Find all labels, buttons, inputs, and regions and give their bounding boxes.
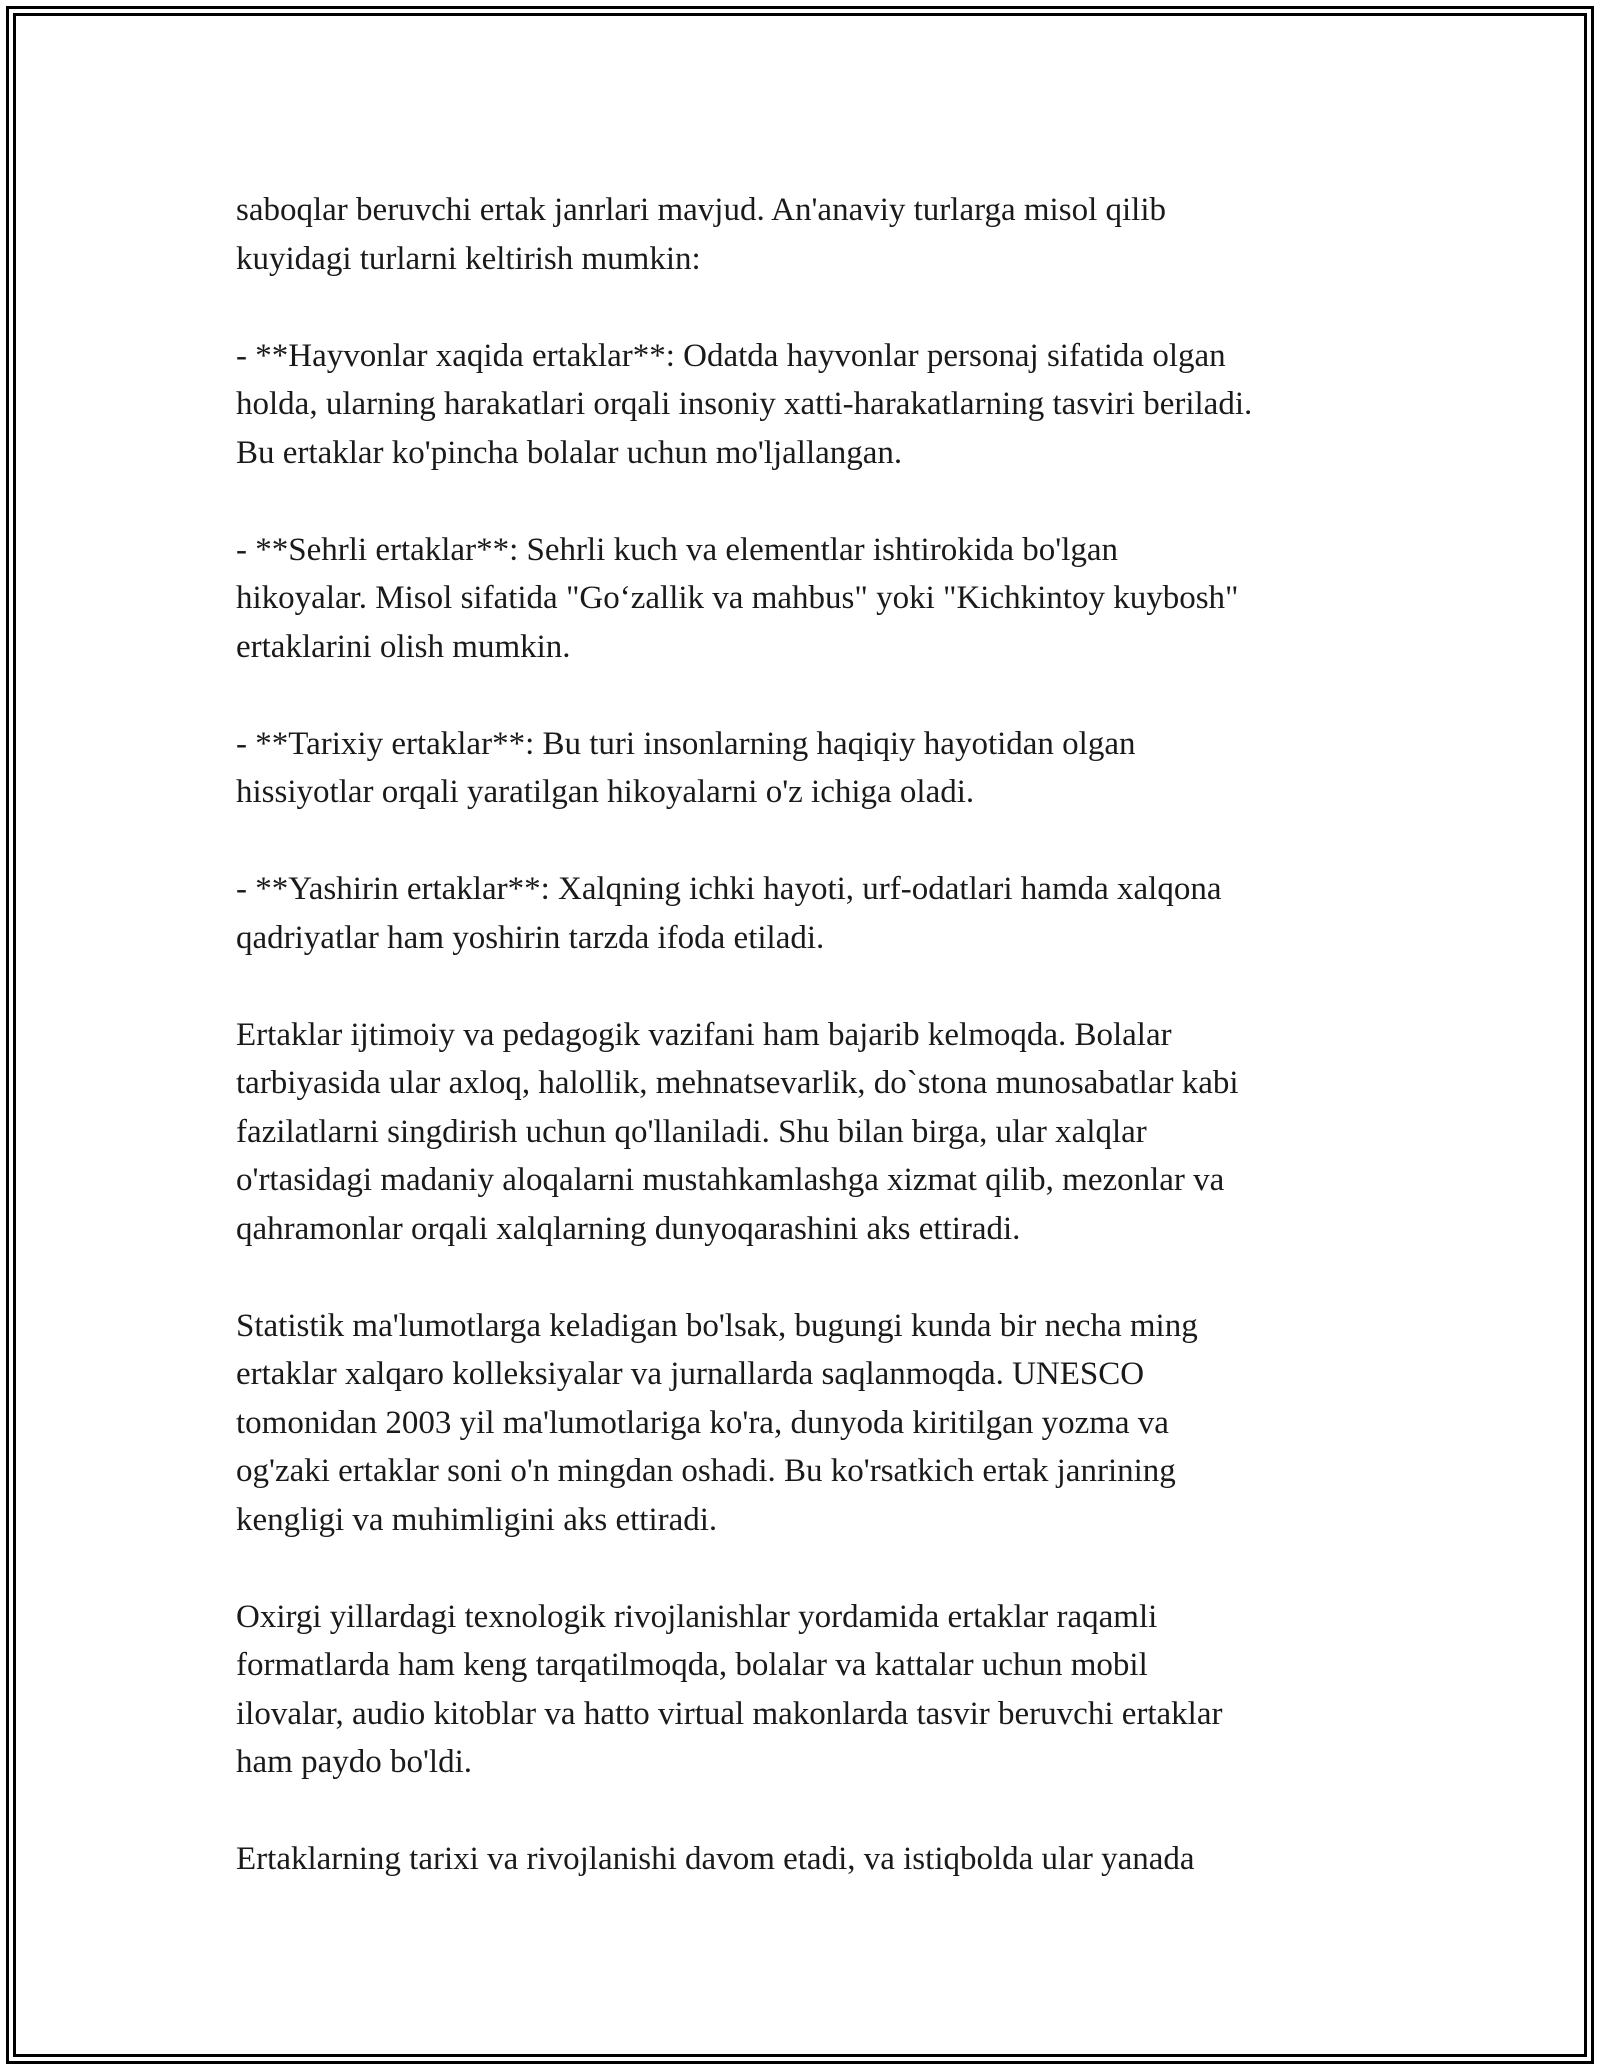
paragraph-hidden-tales: - **Yashirin ertaklar**: Xalqning ichki hayoti, urf-odatlari hamda xalqona qadriyatlar ham yoshirin tarzda ifoda etiladi.	[236, 871, 1222, 956]
paragraph-intro-continuation: saboqlar beruvchi ertak janrlari mavjud. An'anaviy turlarga misol qilib kuyidagi turlarni keltirish mumkin:	[236, 192, 1166, 277]
paragraph-magic-tales: - **Sehrli ertaklar**: Sehrli kuch va elementlar ishtirokida bo'lgan hikoyalar. Misol sifatida "Go‘zallik va mahbus" yoki "Kichkintoy kuybosh" ertaklarini olish mumkin.	[236, 531, 1239, 665]
paragraph-future: Ertaklarning tarixi va rivojlanishi davom etadi, va istiqbolda ular yanada	[236, 1841, 1195, 1877]
paragraph-animal-tales: - **Hayvonlar xaqida ertaklar**: Odatda hayvonlar personaj sifatida olgan holda, ularning harakatlari orqali insoniy xatti-harakatlarning tasviri beriladi. Bu ertaklar ko'pincha bolalar uchun mo'ljallangan.	[236, 337, 1253, 471]
paragraph-social-pedagogical-role: Ertaklar ijtimoiy va pedagogik vazifani ham bajarib kelmoqda. Bolalar tarbiyasida ular axloq, halollik, mehnatsevarlik, do`stona munosabatlar kabi fazilatlarni singdirish uchun qo'llaniladi. Shu bilan birga, ular xalqlar o'rtasidagi madaniy aloqalarni mustahkamlashga xizmat qilib, mezonlar va qahramonlar orqali xalqlarning dunyoqarashini aks ettiradi.	[236, 1016, 1239, 1247]
paragraph-statistics: Statistik ma'lumotlarga keladigan bo'lsak, bugungi kunda bir necha ming ertaklar xalqaro kolleksiyalar va jurnallarda saqlanmoqda. UNESCO tomonidan 2003 yil ma'lumotlariga ko'ra, dunyoda kiritilgan yozma va og'zaki ertaklar soni o'n mingdan oshadi. Bu ko'rsatkich ertak janrining kengligi va muhimligini aks ettiradi.	[236, 1307, 1198, 1538]
paragraph-historical-tales: - **Tarixiy ertaklar**: Bu turi insonlarning haqiqiy hayotidan olgan hissiyotlar orqali yaratilgan hikoyalarni o'z ichiga oladi.	[236, 725, 1136, 810]
paragraph-digital-formats: Oxirgi yillardagi texnologik rivojlanishlar yordamida ertaklar raqamli formatlarda ham keng tarqatilmoqda, bolalar va kattalar uchun mobil ilovalar, audio kitoblar va hatto virtual makonlarda tasvir beruvchi ertaklar ham paydo bo'ldi.	[236, 1598, 1223, 1780]
document-body	[236, 186, 1386, 1932]
